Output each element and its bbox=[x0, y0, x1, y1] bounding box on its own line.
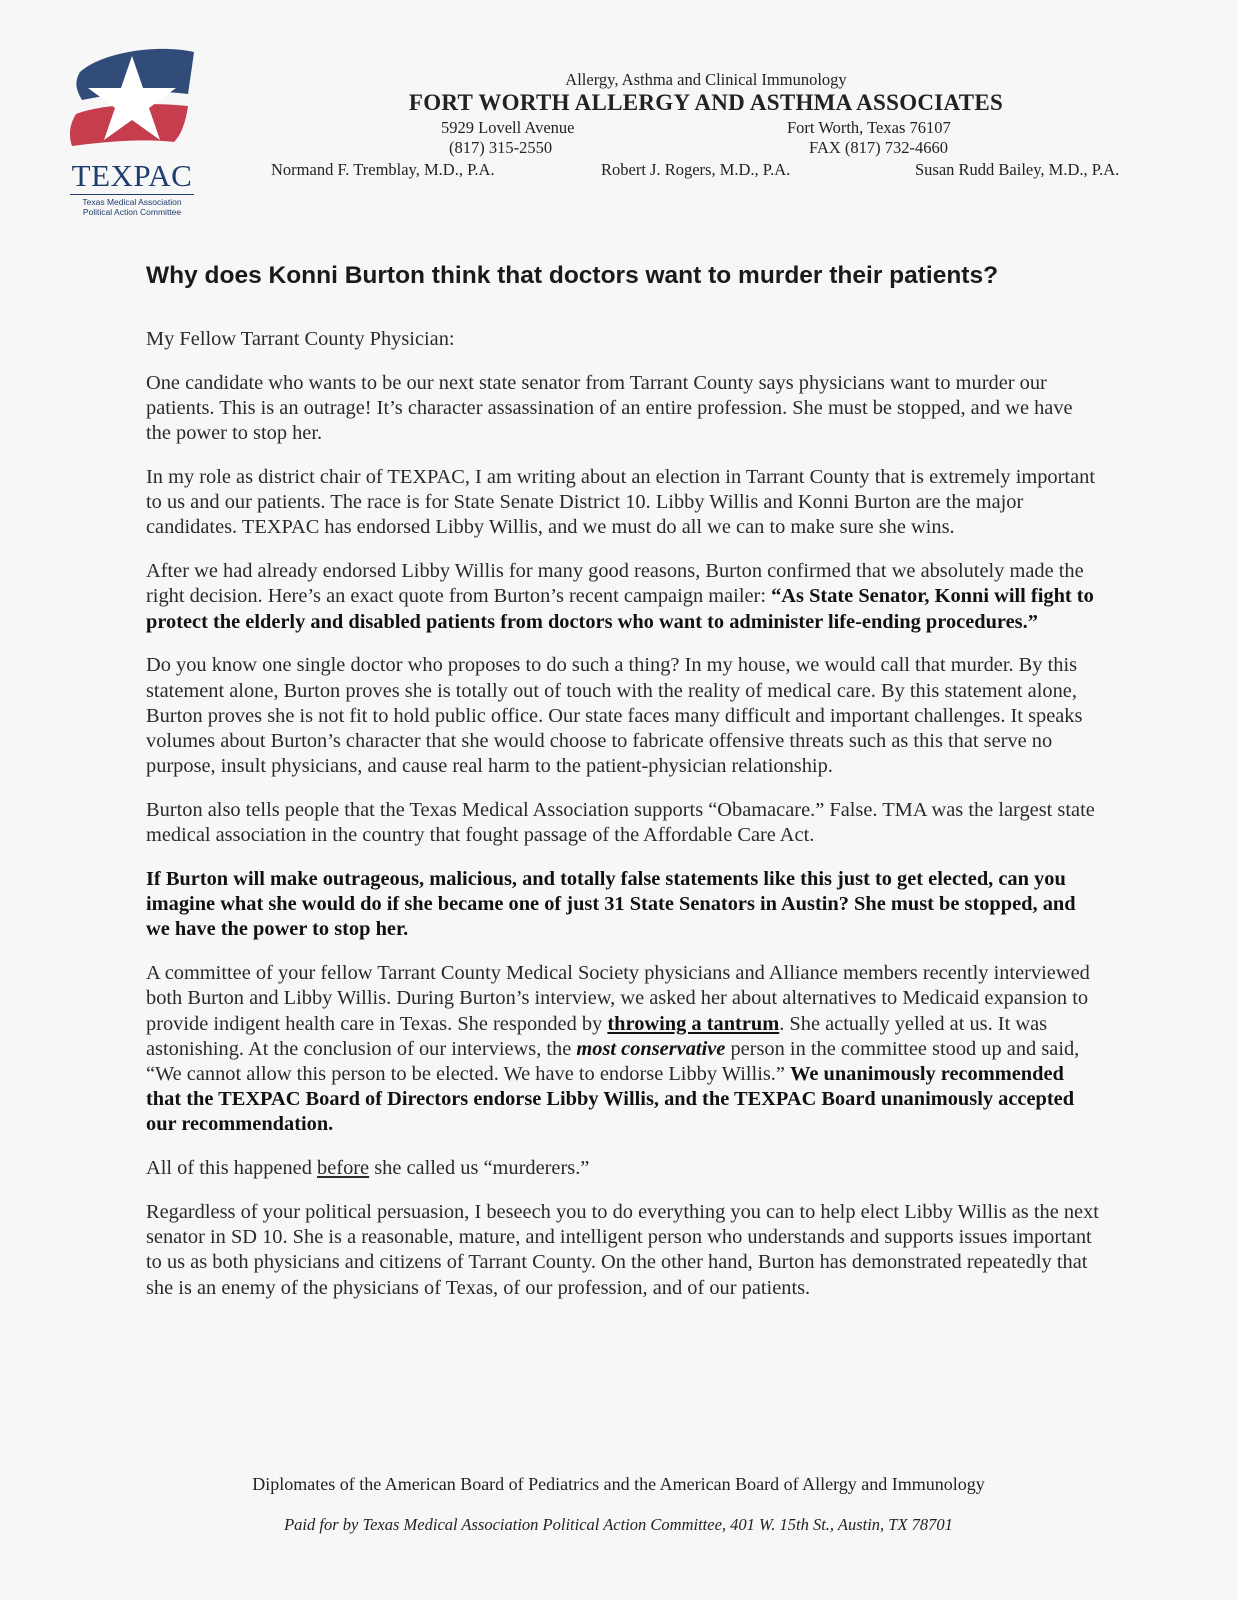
logo-wordmark: TEXPAC bbox=[71, 158, 193, 193]
logo-subtitle bbox=[62, 197, 202, 217]
paragraph: In my role as district chair of TEXPAC, I am writing about an election in Tarrant County that is extremely important to us and our patients. The race is for State Senate District 10. Libby Willis and Konni Burton are the major candidates. TEXPAC has endorsed Libby Willis, and we must do all we can to make sure she wins. bbox=[146, 466, 1095, 539]
paragraph: Burton also tells people that the Texas Medical Association supports “Obamacare.” False. TMA was the largest state medical association in the country that fought passage of the Affordable Care Act. bbox=[146, 799, 1095, 847]
paragraph: Regardless of your political persuasion, I beseech you to do everything you can to help elect Libby Willis as the next senator in SD 10. She is a reasonable, mature, and intelligent person who understands and supports issues important to us as both physicians and citizens of Tarrant County. On the other hand, Burton has demonstrated repeatedly that she is an enemy of the physicians of Texas, of our profession, and of our patients. bbox=[146, 1201, 1099, 1299]
paragraph bbox=[146, 1156, 1101, 1181]
footer-diplomates: Diplomates of the American Board of Pediatrics and the American Board of Allergy and Immunology bbox=[252, 1474, 985, 1494]
page-title: Why does Konni Burton think that doctors want to murder their patients? bbox=[146, 262, 999, 289]
logo-divider bbox=[70, 194, 194, 195]
campaign-quote: “As State Senator, Konni will fight to protect the elderly and disabled patients from doctors who want to administer life-ending procedures.” bbox=[146, 585, 1094, 633]
paragraph-text: After we had already endorsed Libby Willis for many good reasons, Burton confirmed that we absolutely made the right decision. Here’s an exact quote from Burton’s recent campaign mailer: bbox=[146, 560, 1084, 608]
footer-paid-for: Paid for by Texas Medical Association Political Action Committee, 401 W. 15th St., Austin, TX 78701 bbox=[284, 1515, 953, 1534]
letterhead-doctor: Robert J. Rogers, M.D., P.A. bbox=[601, 160, 791, 179]
emphasis-italic: most conservative bbox=[576, 1037, 726, 1060]
paragraph bbox=[146, 559, 1101, 635]
letterhead-doctor: Normand F. Tremblay, M.D., P.A. bbox=[271, 160, 495, 179]
letter-body bbox=[146, 327, 1101, 1319]
letterhead-phone: (817) 315-2550 bbox=[449, 138, 553, 157]
paragraph-text: person in the committee stood up and said, “We cannot allow this person to be elected. We have to endorse Libby Willis.” bbox=[146, 1037, 1080, 1086]
texpac-logo bbox=[62, 42, 202, 222]
paragraph-text: All of this happened bbox=[146, 1157, 318, 1180]
letterhead-street: 5929 Lovell Avenue bbox=[441, 118, 575, 137]
letterhead-fax: FAX (817) 732-4660 bbox=[809, 138, 949, 157]
letterhead-city: Fort Worth, Texas 76107 bbox=[787, 118, 951, 137]
letterhead-doctor: Susan Rudd Bailey, M.D., P.A. bbox=[915, 160, 1120, 179]
salutation: My Fellow Tarrant County Physician: bbox=[146, 328, 455, 350]
paragraph: One candidate who wants to be our next state senator from Tarrant County says physicians want to murder our patients. This is an outrage! It’s character assassination of an entire profession. She must be stopped, and we have the power to stop her. bbox=[146, 371, 1073, 445]
paragraph-text: she called us “murderers.” bbox=[369, 1157, 590, 1180]
emphasis-underline: throwing a tantrum bbox=[607, 1012, 780, 1035]
emphasis-bold: We unanimously recommended that the TEXPAC Board of Directors endorse Libby Willis, and the TEXPAC Board unanimously accepted our recommendation. bbox=[146, 1063, 1075, 1136]
emphasis-underline: before bbox=[317, 1157, 370, 1180]
paragraph-text: A committee of your fellow Tarrant County Medical Society physicians and Alliance members recently interviewed both Burton and Libby Willis. During Burton’s interview, we asked her about alternatives to Medicaid expansion to provide indigent health care in Texas. She responded by bbox=[146, 962, 1090, 1035]
letterhead-specialty: Allergy, Asthma and Clinical Immunology bbox=[565, 70, 847, 89]
logo-subtitle-line1: Texas Medical Association bbox=[82, 197, 182, 207]
paragraph-text: . She actually yelled at us. It was astonishing. At the conclusion of our interviews, the bbox=[146, 1012, 1048, 1060]
bold-paragraph: If Burton will make outrageous, malicious, and totally false statements like this just to get elected, can you imagine what she would do if she became one of just 31 State Senators in Austin? She must be stopped, and we have the power to stop her. bbox=[146, 868, 1076, 941]
paragraph: Do you know one single doctor who proposes to do such a thing? In my house, we would call that murder. By this statement alone, Burton proves she is totally out of touch with the reality of medical care. By this statement alone, Burton proves she is not fit to hold public office. Our state faces many difficult and important challenges. It speaks volumes about Burton’s character that she would choose to fabricate offensive threats such as this that serve no purpose, insult physicians, and cause real harm to the patient-physician relationship. bbox=[146, 654, 1083, 778]
paragraph bbox=[146, 961, 1101, 1137]
letterhead-practice-name: FORT WORTH ALLERGY AND ASTHMA ASSOCIATES bbox=[408, 90, 1004, 115]
logo-subtitle-line2: Political Action Committee bbox=[82, 207, 182, 217]
